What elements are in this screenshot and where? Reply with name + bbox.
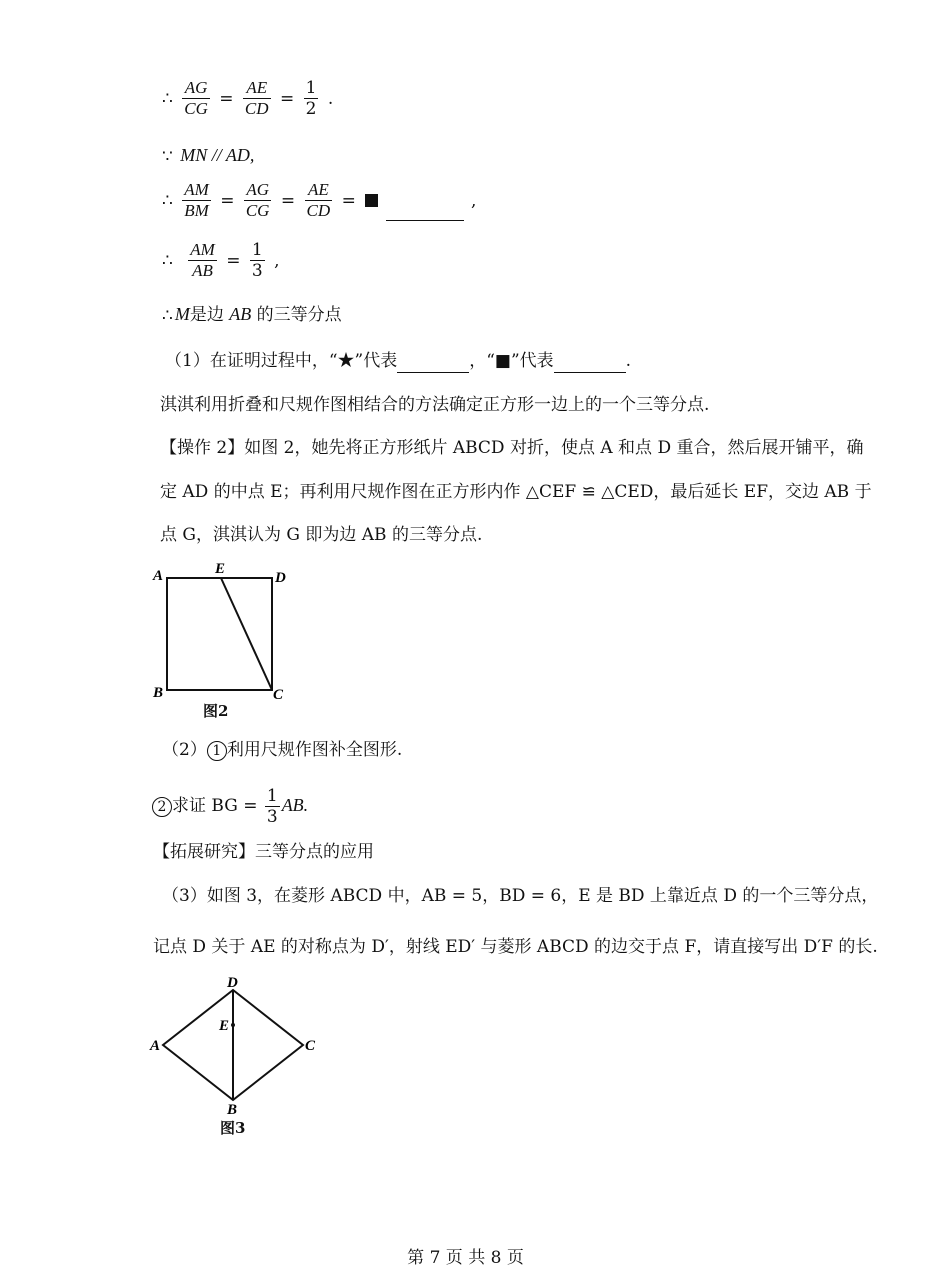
label-e: E (215, 561, 226, 577)
square-answer-blank[interactable] (554, 354, 626, 373)
label-b: B (153, 685, 164, 701)
label-d: D (227, 975, 238, 991)
label-e: E (219, 1018, 230, 1034)
circled-number: 1 (207, 741, 227, 761)
proof-line-3: ∴ $\frac{AM}{BM}$ = $\frac{AG}{CG}$ = $\frac{AE}{CD}$ = , (162, 180, 477, 220)
question-1: （1）在证明过程中，“★”代表 ，“■”代表 . (165, 351, 632, 371)
fraction: $\frac{1}{3}$ (266, 786, 278, 827)
point-e (231, 1023, 235, 1027)
label-d: D (275, 570, 286, 586)
label-b: B (227, 1102, 238, 1118)
fraction: $\frac{AM}{AB}$ (190, 240, 215, 280)
figure-3-rhombus-diagram (145, 970, 335, 1130)
figure-2-square-diagram (145, 558, 305, 723)
square-placeholder-icon (365, 194, 378, 207)
operation-2-line-2: 定 AD 的中点 E；再利用尺规作图在正方形内作 △CEF ≌ △CED，最后延长 EF，交边 AB 于 (160, 482, 872, 502)
operation-2-line-1: 【操作 2】如图 2，她先将正方形纸片 ABCD 对折，使点 A 和点 D 重合，然后展开铺平，确 (160, 438, 864, 458)
circled-number: 2 (152, 797, 172, 817)
proof-line-1: ∴ $\frac{AG}{CG}$ = $\frac{AE}{CD}$ = $\frac{1}{2}$ . (162, 78, 334, 119)
fraction: $\frac{AM}{BM}$ (184, 180, 209, 220)
extension-title: 【拓展研究】三等分点的应用 (153, 842, 374, 862)
fraction: $\frac{1}{2}$ (305, 78, 317, 119)
intro-text: 淇淇利用折叠和尺规作图相结合的方法确定正方形一边上的一个三等分点. (160, 395, 710, 415)
label-a: A (150, 1038, 161, 1054)
figure-3-caption: 图3 (220, 1119, 246, 1137)
therefore-symbol: ∴ (162, 88, 173, 109)
question-3-line-1: （3）如图 3，在菱形 ABCD 中，AB = 5，BD = 6，E 是 BD 上靠近点 D 的一个三等分点， (162, 886, 879, 906)
proof-line-2: ∵ MN // AD, (162, 145, 255, 167)
fraction: $\frac{1}{3}$ (251, 240, 263, 281)
fraction: $\frac{AG}{CG}$ (184, 78, 208, 118)
label-c: C (305, 1038, 316, 1054)
proof-line-4: ∴ $\frac{AM}{AB}$ = $\frac{1}{3}$ , (162, 240, 280, 281)
question-2-part-2: 2 求证 BG = $\frac{1}{3}$ AB. (152, 786, 308, 827)
segment-ec (221, 578, 272, 690)
proof-line-5: ∴ M是边 AB 的三等分点 (162, 304, 342, 326)
figure-2-caption: 图2 (203, 702, 229, 720)
answer-blank[interactable] (386, 202, 464, 221)
because-symbol: ∵ (162, 146, 173, 167)
question-3-line-2: 记点 D 关于 AE 的对称点为 D′，射线 ED′ 与菱形 ABCD 的边交于点 F，请直接写出 D′F 的长. (153, 937, 878, 957)
star-answer-blank[interactable] (397, 354, 469, 373)
fraction: $\frac{AE}{CD}$ (244, 78, 269, 118)
page-footer: 第 7 页 共 8 页 (407, 1248, 524, 1268)
question-2-part-1: （2） 1 利用尺规作图补全图形. (162, 740, 403, 760)
fraction: $\frac{AG}{CG}$ (245, 180, 270, 220)
label-a: A (153, 568, 164, 584)
square-abcd (167, 578, 272, 690)
operation-2-line-3: 点 G，淇淇认为 G 即为边 AB 的三等分点. (160, 525, 483, 545)
fraction: $\frac{AE}{CD}$ (306, 180, 331, 220)
label-c: C (273, 687, 284, 703)
